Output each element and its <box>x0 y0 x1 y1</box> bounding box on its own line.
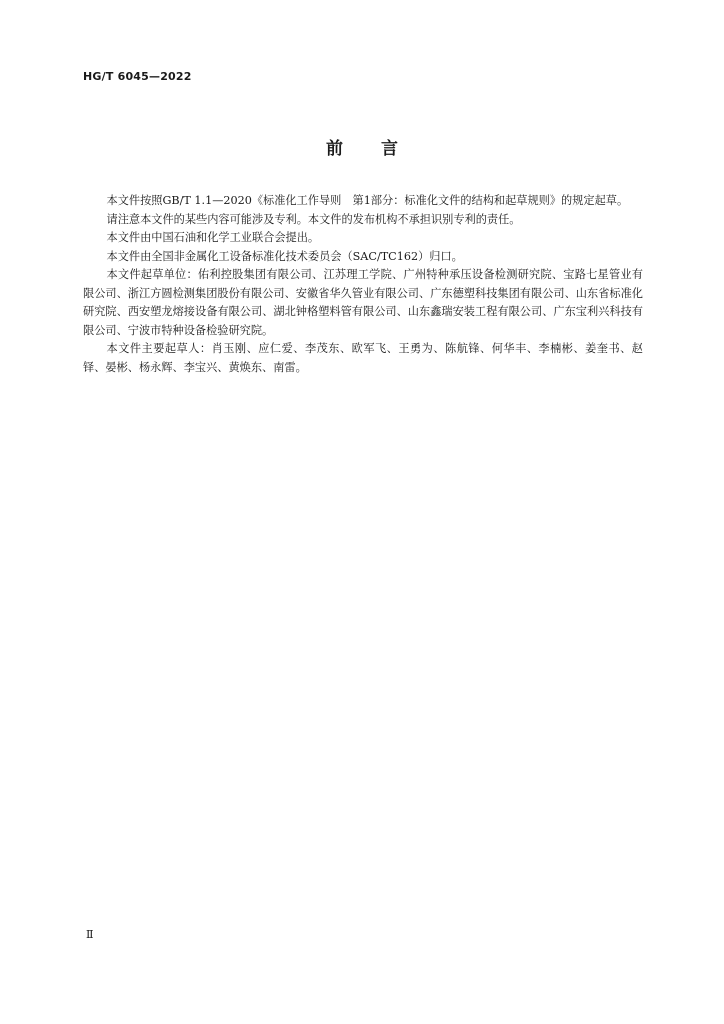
title-char-2: 言 <box>381 139 398 159</box>
paragraph-main-drafters: 本文件主要起草人：肖玉刚、应仁爱、李茂东、欧军飞、王勇为、陈航锋、何华丰、李楠彬、姜奎书、赵铎、晏彬、杨永辉、李宝兴、黄焕东、南雷。 <box>83 342 643 374</box>
page-number: Ⅱ <box>86 928 94 941</box>
standard-code: HG/T 6045—2022 <box>83 70 192 83</box>
paragraph-drafting-units: 本文件起草单位：佑利控股集团有限公司、江苏理工学院、广州特种承压设备检测研究院、宝路七星管业有限公司、浙江方圆检测集团股份有限公司、安徽省华久管业有限公司、广东德塑科技集团有限公司、山东省标准化研究院、西安塑龙熔接设备有限公司、湖北钟格塑料管有限公司、山东鑫瑞安装工程有限公司、广东宝利兴科技有限公司、宁波市特种设备检验研究院。 <box>83 268 643 337</box>
paragraph-patent-notice: 请注意本文件的某些内容可能涉及专利。本文件的发布机构不承担识别专利的责任。 <box>106 212 521 226</box>
title-char-1: 前 <box>326 139 343 159</box>
paragraph-committee: 本文件由全国非金属化工设备标准化技术委员会（SAC/TC162）归口。 <box>106 249 463 263</box>
page-title <box>0 134 724 159</box>
paragraph-drafting-rules: 本文件按照GB/T 1.1—2020《标准化工作导则 第1部分：标准化文件的结构和起草规则》的规定起草。 <box>106 194 629 207</box>
paragraph-proposer: 本文件由中国石油和化学工业联合会提出。 <box>106 231 320 244</box>
foreword-body <box>83 192 643 377</box>
